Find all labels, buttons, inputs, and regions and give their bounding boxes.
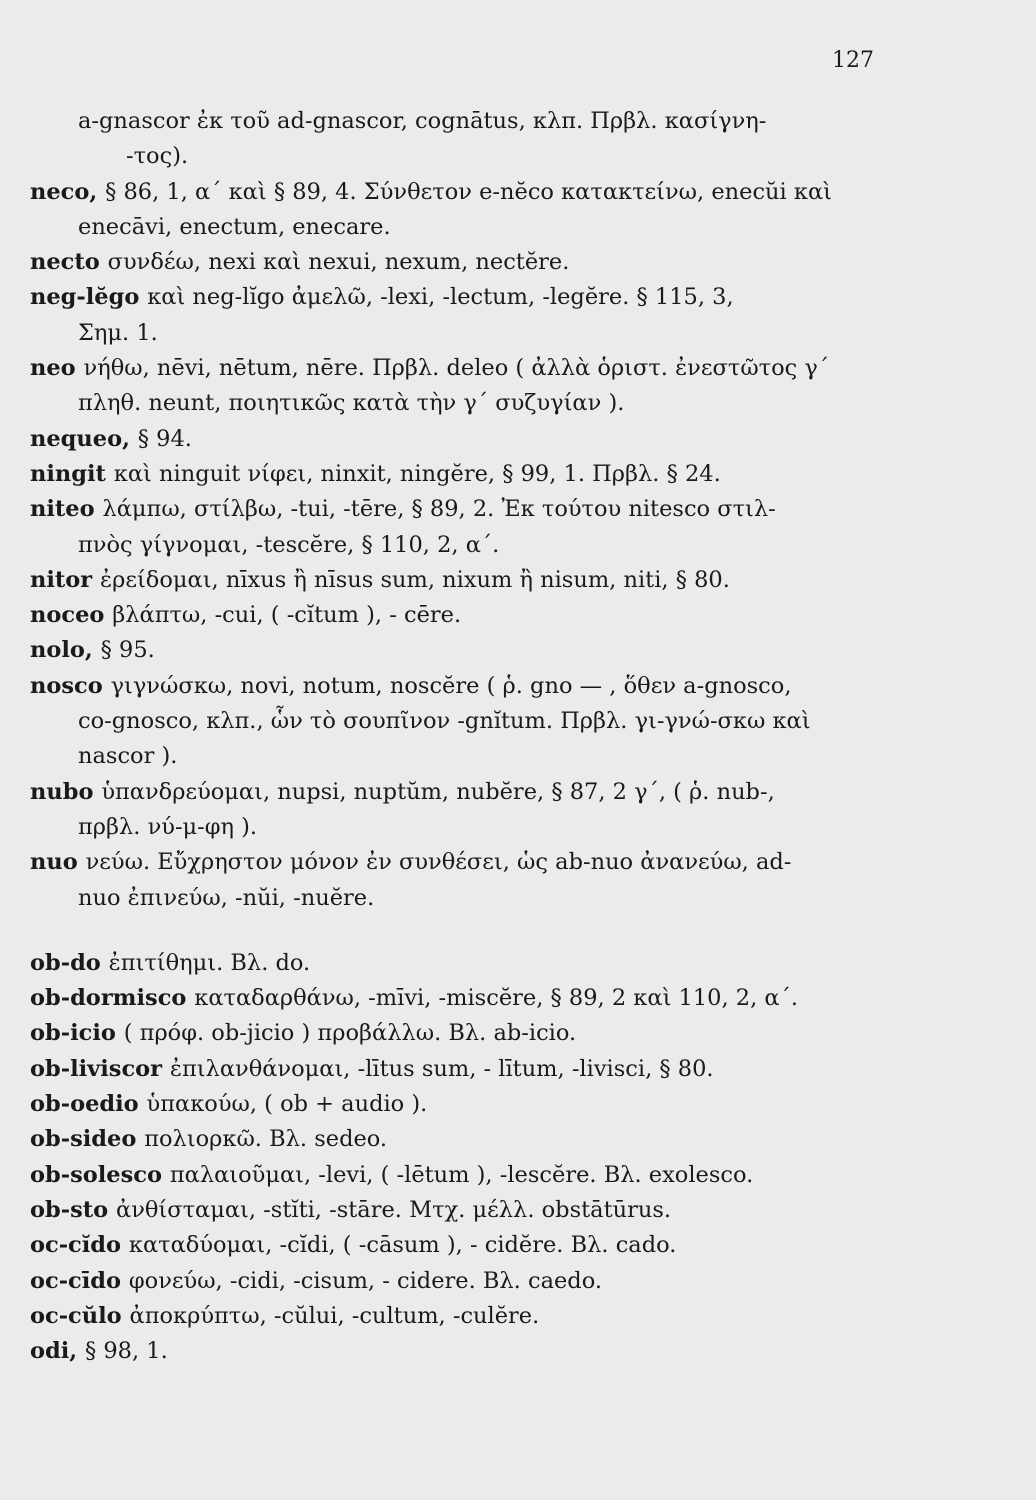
entry-line: ἐπιλανθάνομαι, -lītus sum, - lītum, -livisci, § 80. (169, 1055, 714, 1082)
entry-line: βλάπτω, -cui, ( -cĭtum ), - cēre. (112, 602, 462, 629)
entry-line: γιγνώσκω, novi, notum, noscĕre ( ῥ. gno — , ὅθεν a-gnosco, (110, 672, 792, 699)
entry-line: ἐρείδομαι, nīxus ἢ nīsus sum, nixum ἢ nisum, niti, § 80. (100, 566, 730, 593)
entry-headword: neco, (30, 178, 98, 205)
entry-headword: oc-cīdo (30, 1267, 122, 1294)
dictionary-entry (30, 104, 875, 175)
entry-line: πολιορκῶ. Βλ. sedeo. (144, 1126, 388, 1153)
entry-headword: ningit (30, 460, 106, 487)
entry-line: φονεύω, -cidi, -cisum, - cidere. Βλ. caedo. (128, 1267, 603, 1294)
entry-headword: nosco (30, 672, 103, 699)
dictionary-entry (30, 457, 875, 492)
entry-line: καὶ neg-lĭgo ἀμελῶ, -lexi, -lectum, -legĕre. § 115, 3, (147, 284, 734, 311)
dictionary-entry (30, 563, 875, 598)
dictionary-entry (30, 422, 875, 457)
section-gap (30, 916, 875, 946)
entry-headword: ob-sto (30, 1196, 109, 1223)
entry-headword: ob-solesco (30, 1161, 162, 1188)
entry-headword: ob-icio (30, 1020, 116, 1047)
entry-line: nuo ἐπινεύω, -nŭi, -nuĕre. (78, 884, 375, 911)
dictionary-entry (30, 1052, 875, 1087)
entry-headword: ob-do (30, 949, 101, 976)
entry-line: ὑπακούω, ( ob + audio ). (146, 1091, 428, 1118)
entry-headword: neo (30, 355, 76, 382)
dictionary-entry (30, 351, 875, 422)
dictionary-entry (30, 1334, 875, 1369)
entry-headword: oc-cĭdo (30, 1232, 122, 1259)
dictionary-entry (30, 1193, 875, 1228)
entry-line: νεύω. Εὔχρηστον μόνον ἐν συνθέσει, ὡς ab-nuo ἀνανεύω, ad- (85, 849, 792, 876)
entry-line: enecāvi, enectum, enecare. (78, 213, 391, 240)
dictionary-entries (30, 104, 875, 1369)
entry-line: νήθω, nēvi, nētum, nēre. Πρβλ. deleo ( ἀλλὰ ὁριστ. ἐνεστῶτος γ΄ (83, 355, 830, 382)
entry-line: πνὸς γίγνομαι, -tescĕre, § 110, 2, α΄. (78, 531, 500, 558)
dictionary-entry (30, 633, 875, 668)
entry-line: ἐπιτίθημι. Βλ. do. (108, 949, 311, 976)
entry-line: ( πρόφ. ob-jicio ) προβάλλω. Βλ. ab-icio. (123, 1020, 577, 1047)
entry-line: ἀποκρύπτω, -cŭlui, -cultum, -culĕre. (129, 1302, 540, 1329)
dictionary-entry (30, 669, 875, 775)
entry-line: καταδύομαι, -cĭdi, ( -cāsum ), - cidĕre. Βλ. cado. (128, 1232, 677, 1259)
dictionary-entry (30, 492, 875, 563)
entry-headword: ob-liviscor (30, 1055, 163, 1082)
dictionary-entry (30, 1016, 875, 1051)
dictionary-entry (30, 946, 875, 981)
dictionary-entry (30, 280, 875, 351)
dictionary-entry (30, 245, 875, 280)
entry-line: co-gnosco, κλπ., ὧν τὸ σουπῖνον -gnĭtum. Πρβλ. γι-γνώ-σκω καὶ (78, 708, 811, 735)
dictionary-entry (30, 598, 875, 633)
entry-line: a-gnascor ἐκ τοῦ ad-gnascor, cognātus, κλπ. Πρβλ. κασίγνη- (78, 108, 767, 134)
entries-group-n (30, 104, 875, 916)
dictionary-entry (30, 845, 875, 916)
page-number: 127 (832, 48, 874, 73)
entry-line: § 98, 1. (84, 1338, 168, 1365)
entry-headword: ob-sideo (30, 1126, 137, 1153)
entry-headword: nitor (30, 566, 93, 593)
entry-line: Σημ. 1. (78, 319, 158, 346)
dictionary-entry (30, 175, 875, 246)
dictionary-entry (30, 1158, 875, 1193)
entry-line: -τος). (126, 143, 189, 170)
entry-headword: ob-oedio (30, 1091, 139, 1118)
entry-headword: neg-lĕgo (30, 284, 140, 311)
entry-line: ἀνθίσταμαι, -stĭti, -stāre. Μτχ. μέλλ. obstātūrus. (116, 1196, 672, 1223)
entry-headword: nuo (30, 849, 78, 876)
entry-line: πληθ. neunt, ποιητικῶς κατὰ τὴν γ΄ συζυγίαν ). (78, 390, 625, 417)
entry-headword: necto (30, 249, 100, 276)
dictionary-entry (30, 1299, 875, 1334)
entry-headword: nequeo, (30, 425, 130, 452)
entry-line: καὶ ninguit νίφει, ninxit, ningĕre, § 99, 1. Πρβλ. § 24. (113, 460, 721, 487)
entry-line: λάμπω, στίλβω, -tui, -tēre, § 89, 2. Ἐκ τούτου nitesco στιλ- (102, 496, 776, 523)
entry-headword: noceo (30, 602, 105, 629)
dictionary-entry (30, 1228, 875, 1263)
entry-headword: odi, (30, 1338, 78, 1365)
entry-headword: oc-cŭlo (30, 1302, 122, 1329)
dictionary-entry (30, 1087, 875, 1122)
entry-line: πρβλ. νύ-μ-φη ). (78, 813, 258, 840)
entry-line: § 95. (100, 637, 155, 664)
entry-headword: nubo (30, 778, 94, 805)
entries-group-o (30, 946, 875, 1370)
entry-line: καταδαρθάνω, -mīvi, -miscĕre, § 89, 2 καὶ 110, 2, α΄. (194, 985, 799, 1012)
entry-headword: nolo, (30, 637, 93, 664)
dictionary-entry (30, 981, 875, 1016)
dictionary-entry (30, 1264, 875, 1299)
entry-line: § 86, 1, α΄ καὶ § 89, 4. Σύνθετον e-nĕco κατακτείνω, enecŭi καὶ (105, 178, 832, 205)
entry-line: nascor ). (78, 743, 178, 770)
entry-line: ὑπανδρεύομαι, nupsi, nuptŭm, nubĕre, § 87, 2 γ΄, ( ῥ. nub-, (101, 778, 775, 805)
entry-headword: niteo (30, 496, 95, 523)
entry-line: παλαιοῦμαι, -levi, ( -lētum ), -lescĕre. Βλ. exolesco. (169, 1161, 754, 1188)
entry-line: § 94. (137, 425, 192, 452)
dictionary-entry (30, 775, 875, 846)
entry-headword: ob-dormisco (30, 985, 187, 1012)
dictionary-entry (30, 1122, 875, 1157)
entry-line: συνδέω, nexi καὶ nexui, nexum, nectĕre. (107, 249, 570, 276)
